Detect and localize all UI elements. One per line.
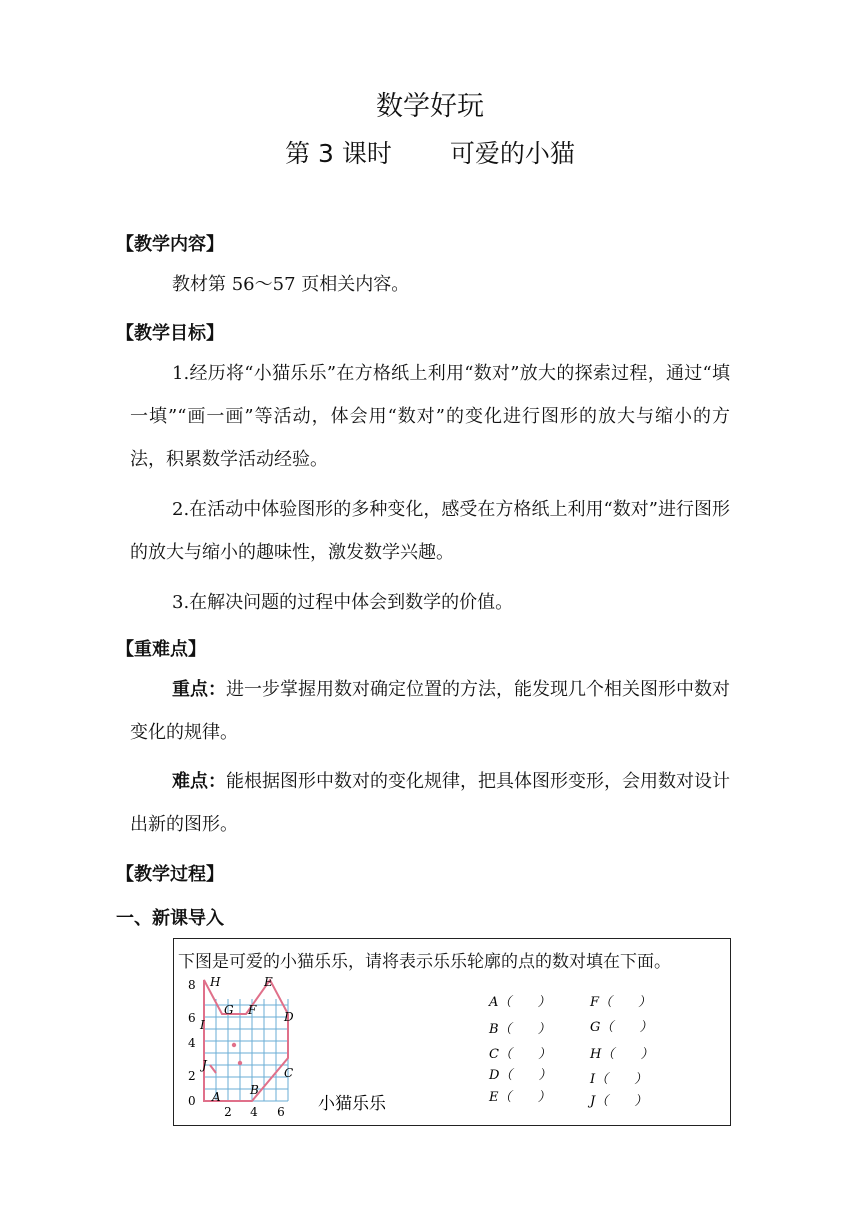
answer-slot-left: C（ ） (489, 1047, 551, 1062)
point-label: E (264, 975, 273, 989)
content-text: 教材第 56～57 页相关内容。 (172, 274, 410, 295)
page-title: 数学好玩 (376, 91, 484, 122)
key-point (130, 668, 730, 754)
y-tick-label: 8 (188, 978, 196, 992)
cat-eye (232, 1043, 236, 1047)
point-label: A (212, 1090, 221, 1104)
answer-slot-right: G（ ） (590, 1020, 653, 1035)
lesson-name: 可爱的小猫 (449, 139, 575, 168)
goal-item-3: 3.在解决问题的过程中体会到数学的价值。 (172, 592, 514, 613)
x-tick-label: 4 (250, 1105, 258, 1119)
figure-caption: 小猫乐乐 (318, 1094, 386, 1114)
cat-eye (238, 1061, 242, 1065)
y-tick-label: 4 (188, 1036, 196, 1050)
answer-slot-left: D（ ） (489, 1068, 552, 1083)
y-tick-label: 6 (188, 1011, 196, 1025)
lesson-number: 第 3 课时 (285, 139, 392, 168)
x-tick-label: 2 (224, 1105, 232, 1119)
goal-item-1: 1.经历将“小猫乐乐”在方格纸上利用“数对”放大的探索过程，通过“填一填”“画一画”等活动，体会用“数对”的变化进行图形的放大与缩小的方法，积累数学活动经验。 (130, 363, 730, 470)
answer-slot-right: F（ ） (590, 995, 652, 1010)
process-subheading: 一、新课导入 (116, 908, 224, 929)
lesson-subtitle (0, 134, 860, 170)
cat-mouth (210, 1065, 216, 1073)
y-tick-label: 2 (188, 1069, 196, 1083)
key-text: 进一步掌握用数对确定位置的方法，能发现几个相关图形中数对变化的规律。 (130, 679, 730, 743)
point-label: J (202, 1058, 207, 1072)
cat-figure (174, 939, 730, 1125)
exercise-box (173, 938, 731, 1126)
y-tick-label: 0 (188, 1094, 196, 1108)
point-label: C (284, 1066, 294, 1080)
hard-point (130, 760, 730, 846)
point-label: I (200, 1018, 205, 1032)
answer-slot-right: I（ ） (590, 1072, 648, 1087)
point-label: G (224, 1003, 234, 1017)
point-label: H (210, 975, 221, 989)
point-label: D (284, 1010, 294, 1024)
key-label: 重点： (172, 679, 226, 700)
keypoints-heading: 【重难点】 (116, 639, 206, 660)
answer-slot-left: B（ ） (489, 1022, 551, 1037)
point-label: B (250, 1083, 259, 1097)
answer-slot-right: J（ ） (590, 1094, 648, 1109)
answer-slot-left: A（ ） (489, 995, 551, 1010)
x-tick-label: 6 (277, 1105, 285, 1119)
goals-heading: 【教学目标】 (116, 323, 224, 344)
answer-slot-right: H（ ） (590, 1047, 654, 1062)
exercise-prompt: 下图是可爱的小猫乐乐，请将表示乐乐轮廓的点的数对填在下面。 (178, 952, 671, 972)
point-label: F (248, 1003, 257, 1017)
content-heading: 【教学内容】 (116, 234, 224, 255)
goal-item-2: 2.在活动中体验图形的多种变化，感受在方格纸上利用“数对”进行图形的放大与缩小的趣味性，激发数学兴趣。 (130, 499, 730, 563)
answer-slot-left: E（ ） (489, 1090, 551, 1105)
hard-text: 能根据图形中数对的变化规律，把具体图形变形，会用数对设计出新的图形。 (130, 771, 730, 835)
process-heading: 【教学过程】 (116, 864, 224, 885)
hard-label: 难点： (172, 771, 226, 792)
